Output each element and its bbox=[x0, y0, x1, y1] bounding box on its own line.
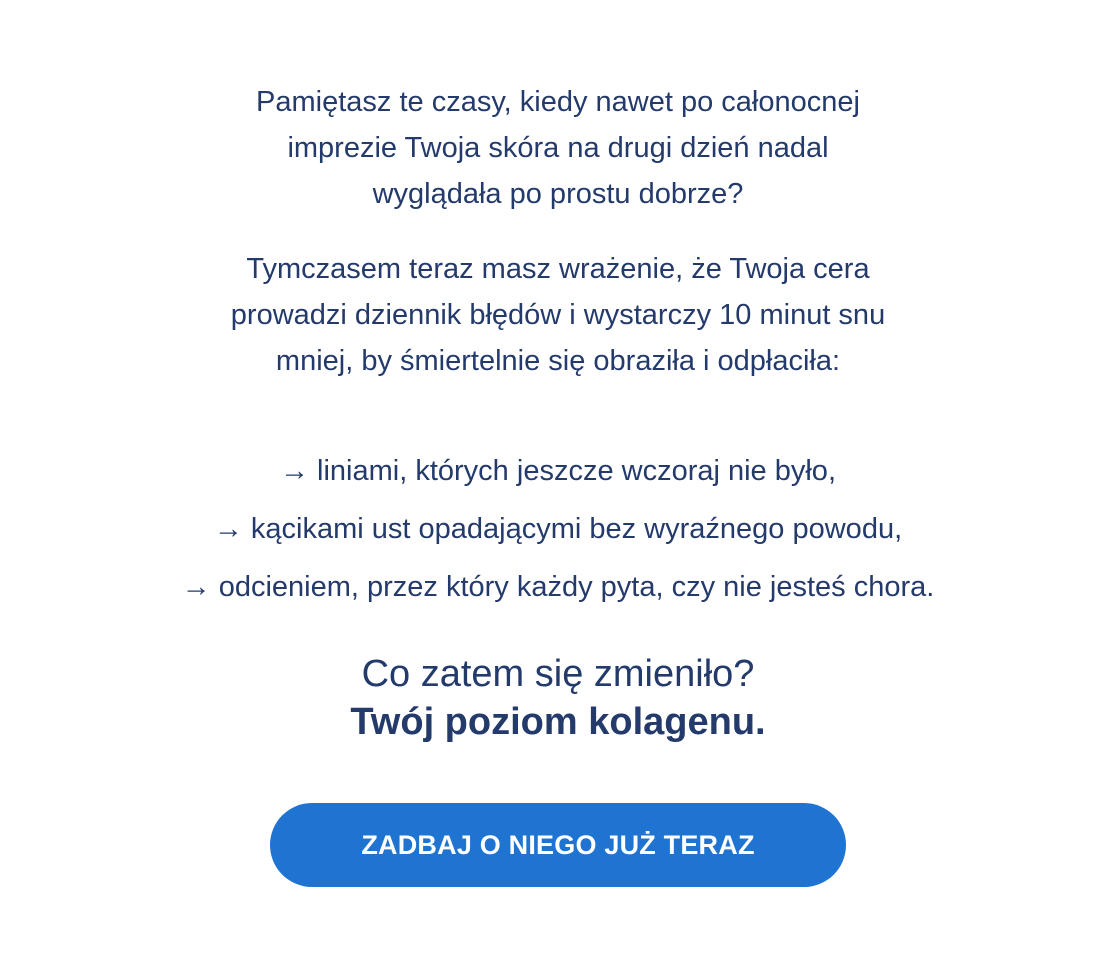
problem-line: mniej, by śmiertelnie się obraziła i odpłaciła: bbox=[275, 345, 841, 377]
symptom-item: → kącikami ust opadającymi bez wyraźnego powodu, bbox=[213, 513, 903, 545]
intro-paragraph bbox=[0, 79, 1116, 217]
intro-line: Pamiętasz te czasy, kiedy nawet po całonocnej bbox=[256, 86, 860, 118]
question-heading: Co zatem się zmieniło? bbox=[361, 653, 755, 695]
intro-line: imprezie Twoja skóra na drugi dzień nadal bbox=[287, 132, 829, 164]
problem-paragraph bbox=[0, 246, 1116, 384]
problem-line: prowadzi dziennik błędów i wystarczy 10 minut snu bbox=[230, 299, 886, 331]
answer-heading: Twój poziom kolagenu. bbox=[350, 701, 766, 743]
symptom-list bbox=[0, 442, 1116, 616]
problem-line: Tymczasem teraz masz wrażenie, że Twoja cera bbox=[246, 253, 870, 285]
symptom-item: → liniami, których jeszcze wczoraj nie było, bbox=[279, 455, 836, 487]
intro-line: wyglądała po prostu dobrze? bbox=[372, 178, 744, 210]
cta-button[interactable]: ZADBAJ O NIEGO JUŻ TERAZ bbox=[270, 803, 846, 887]
symptom-item: → odcieniem, przez który każdy pyta, czy nie jesteś chora. bbox=[181, 571, 935, 603]
